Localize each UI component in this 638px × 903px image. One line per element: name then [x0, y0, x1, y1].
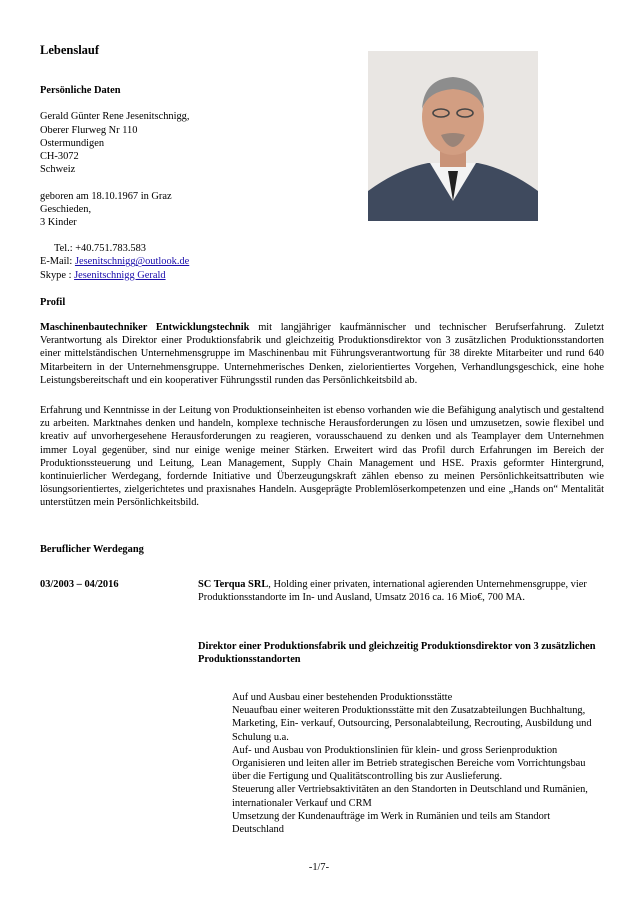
task-item	[198, 783, 598, 809]
task-item	[198, 810, 598, 836]
page-number: -1/7-	[308, 862, 330, 873]
zip-code: CH-3072	[40, 150, 79, 162]
task-text: Organisieren und leiten aller im Betrieb strategischen Bereiche vom Vorrichtungsbau über die Fertigung und Qualitätscontrolling bis zur Auslieferung.	[232, 758, 586, 783]
children-count: 3 Kinder	[40, 216, 77, 228]
task-item	[198, 744, 598, 757]
birth-info: geboren am 18.10.1967 in Graz	[40, 190, 172, 202]
skype-label: Skype :	[40, 269, 72, 281]
personal-data-heading: Persönliche Daten	[40, 85, 121, 96]
task-text: Steuerung aller Vertriebsaktivitäten an den Standorten in Deutschland und Rumänien, internationaler Verkauf und CRM	[232, 784, 588, 809]
task-list	[198, 691, 598, 836]
profile-paragraph-2: Erfahrung und Kenntnisse in der Leitung von Produktionseinheiten ist ebenso vorhanden wie die Befähigung analytisch und gestaltend zu arbeiten. Marktnahes denken und handeln, komplexe technische Herausforderungen zu lösen und umzusetzen, sowie flexibel und kreativ auf unvorhergesehene Herausforderungen zu reagieren, vorausschauend zu denken und als Teamplayer dem Unternehmen immer Loyal gegenüber, sind nur einige wenige meiner Stärken. Erweitert wird das Profil durch Erfahrungen im Bereich der Produktionssteuerung und Leitung, Lean Management, Supply Chain Management und HSE. Praxis geformter Hintergrund, kontinuierlicher Werdegang, fordernde Initiative und Überzeugungskraft zählen ebenso zu meinen Persönlichkeitsattributen wie lösungsorientiertes, zielgerichtetes und praxisnahes Handeln. Ausgeprägte Problemlöserkompetenzen und eine „Hands on“ Mentalität unterstützen mein Persönlichkeitsbild.	[40, 405, 604, 509]
job-role: Direktor einer Produktionsfabrik und gleichzeitig Produktionsdirektor von 3 zusätzlichen Produktionsstandorten	[198, 641, 596, 666]
profile-qualification: Maschinenbautechniker Entwicklungstechnik	[40, 322, 250, 333]
employment-period: 03/2003 – 04/2016	[40, 579, 119, 590]
profile-heading: Profil	[40, 297, 66, 308]
personal-data-block	[40, 84, 340, 282]
task-text: Neuaufbau einer weiteren Produktionsstätte mit den Zusatzabteilungen Buchhaltung, Marketing, Ein- verkauf, Outsourcing, Personalabteilung, Recrouting, Ausbildung und Schulung u.a.	[232, 705, 592, 743]
task-text: Umsetzung der Kundenaufträge im Werk in Rumänien und teils am Standort Deutschland	[232, 810, 551, 836]
street: Oberer Flurweg Nr 110	[40, 124, 138, 136]
portrait-illustration	[368, 51, 538, 221]
company-description	[198, 578, 598, 604]
email-link[interactable]: Jesenitschnigg@outlook.de	[74, 256, 190, 268]
company-details: , Holding einer privaten, international agierenden Unternehmensgruppe, vier Produktionsstandorte im In- und Ausland, Umsatz 2016 ca. 16 Mio€, 700 MA.	[198, 579, 587, 604]
document-title: Lebenslauf	[40, 43, 100, 57]
portrait-photo	[368, 51, 538, 221]
full-name: Gerald Günter Rene Jesenitschnigg,	[40, 111, 190, 123]
career-heading: Beruflicher Werdegang	[40, 544, 144, 555]
task-text: Auf und Ausbau einer bestehenden Produktionsstätte	[232, 692, 453, 703]
email-line	[40, 255, 340, 268]
city: Ostermundigen	[40, 137, 105, 149]
task-text: Auf- und Ausbau von Produktionslinien für klein- und gross Serienproduktion	[232, 744, 558, 756]
skype-link[interactable]: Jesenitschnigg Gerald	[74, 269, 166, 281]
task-item	[198, 704, 598, 744]
marital-status: Geschieden,	[40, 203, 92, 215]
skype-line	[40, 269, 340, 282]
phone-number: Tel.: +40.751.783.583	[54, 243, 147, 255]
company-name: SC Terqua SRL	[198, 579, 269, 590]
country: Schweiz	[40, 164, 76, 176]
task-item	[198, 691, 598, 704]
profile-paragraph-1	[40, 321, 604, 387]
profile-paragraph-1-text: mit langjähriger kaufmännischer und technischer Berufserfahrung. Zuletzt Verantwortung als Direktor einer Produktionsfabrik und gleichzeitig Produktionsdirektor von 3 zusätzlichen Produktionsstandorten einer mittelständischen Unternehmensgruppe im Maschinenbau mit Führungsverantwortung für 38 direkte Mitarbeiter und rund 640 Mitarbeitern in der Unternehmensgruppe. Unternehmerisches Denken, zielorientiertes Vorgehen, Verhandlungsgeschick, eine hohe Leistungsbereitschaft und ein kooperativer Führungsstil runden das Persönlichkeitsbild ab.	[40, 322, 605, 386]
task-item	[198, 757, 598, 783]
email-label: E-Mail:	[40, 256, 73, 268]
